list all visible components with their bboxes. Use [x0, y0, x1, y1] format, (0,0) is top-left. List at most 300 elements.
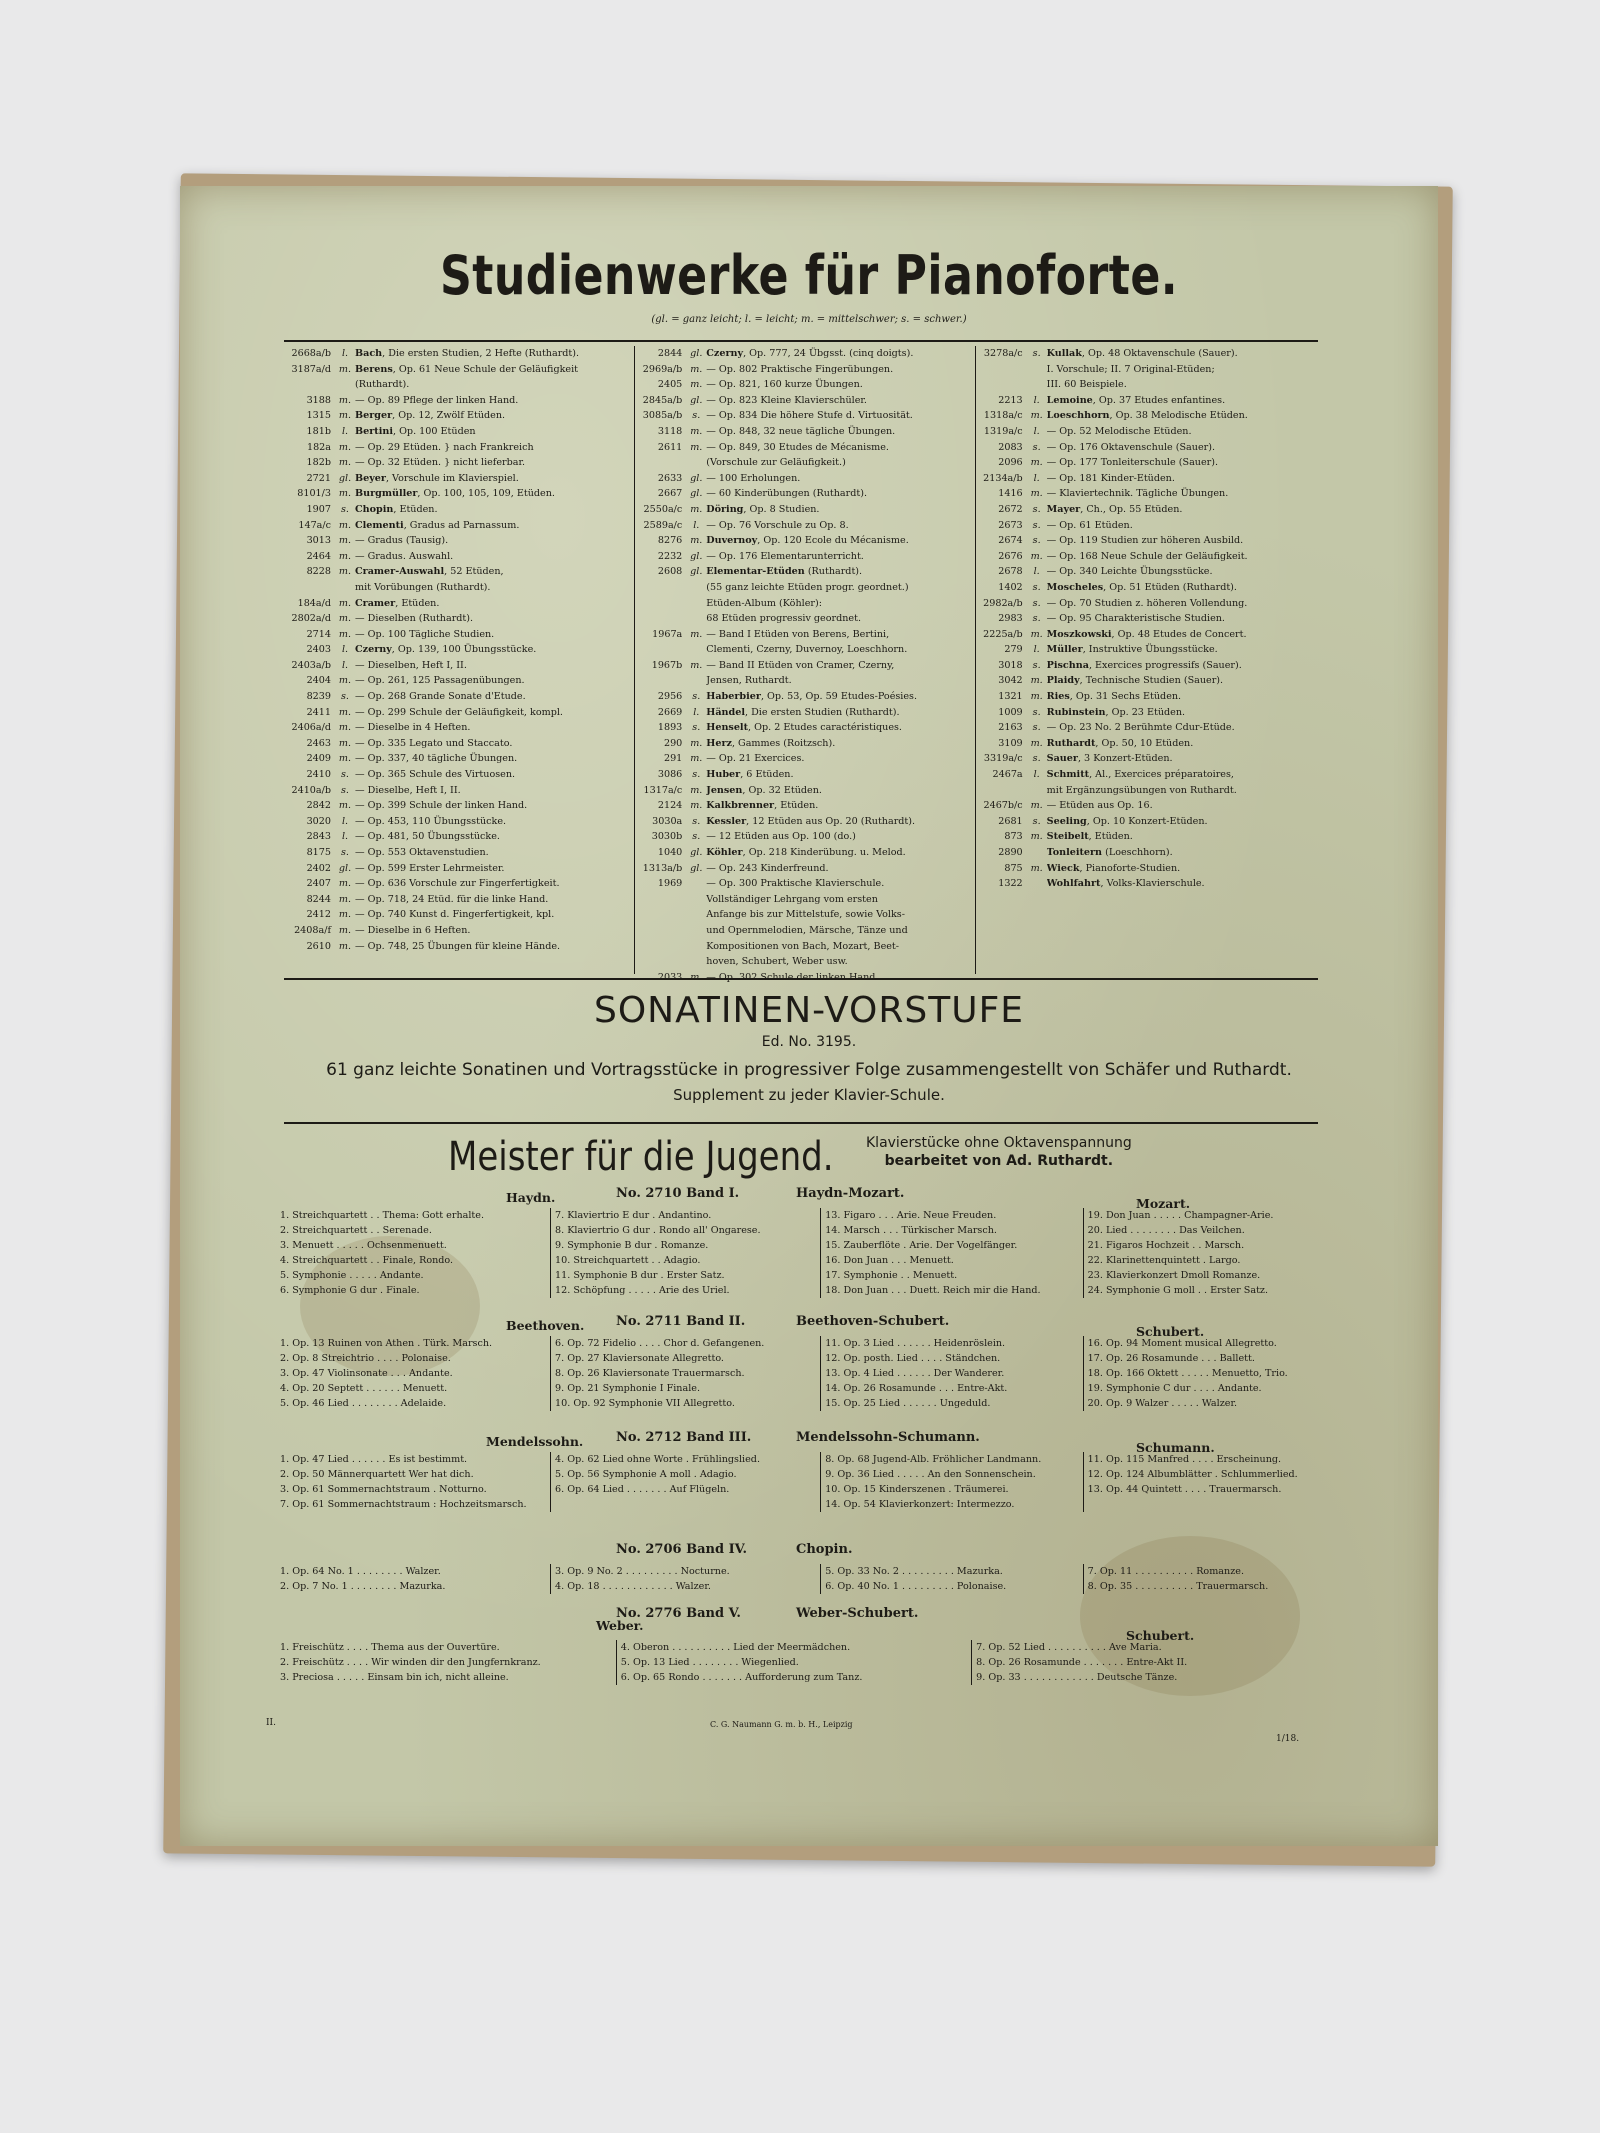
edition-number: 2890	[998, 847, 1023, 858]
pieces-column	[550, 1564, 820, 1594]
study-row	[979, 424, 1315, 440]
difficulty-grade: m.	[690, 971, 703, 983]
study-row	[638, 783, 971, 799]
piece-entry: 12. Op. posth. Lied . . . . Ständchen.	[825, 1353, 1001, 1364]
edition-number: 1321	[998, 691, 1023, 703]
edition-number: 2410a/b	[291, 784, 331, 796]
study-title: Schmitt, Al., Exercices préparatoires,	[1046, 769, 1234, 781]
piece-entry: 9. Op. 21 Symphonie I Finale.	[555, 1383, 700, 1394]
study-row	[638, 829, 971, 845]
edition-number	[638, 455, 686, 471]
edition-number: 2403	[306, 644, 331, 656]
study-title: Clementi, Gradus ad Parnassum.	[355, 519, 520, 531]
edition-number: 3187a/d	[291, 363, 331, 375]
edition-number	[638, 580, 686, 596]
difficulty-grade	[1027, 876, 1047, 892]
study-title: mit Vorübungen (Ruthardt).	[355, 581, 491, 593]
study-row	[287, 346, 631, 362]
pieces-column	[550, 1336, 820, 1411]
study-title: — Etüden aus Op. 16.	[1046, 800, 1153, 812]
edition-number: 3118	[657, 425, 683, 437]
difficulty-grade: m.	[1030, 675, 1043, 687]
difficulty-grade: m.	[338, 753, 352, 765]
band-header	[276, 1606, 1348, 1624]
composer-name: Weber.	[596, 1618, 644, 1633]
study-title: — Op. 119 Studien zur höheren Ausbild.	[1046, 535, 1244, 547]
edition-number: 2411	[306, 706, 331, 718]
piece-entry: 12. Schöpfung . . . . . Arie des Uriel.	[555, 1285, 730, 1296]
sonatinen-edition: Ed. No. 3195.	[761, 1034, 857, 1050]
footer-right: 1/18.	[1276, 1734, 1300, 1744]
study-row	[287, 736, 631, 752]
catalog-page	[180, 186, 1438, 1846]
composer-name: Moscheles	[1046, 581, 1104, 593]
difficulty-grade	[686, 673, 706, 689]
piece-entry: 23. Klavierkonzert Dmoll Romanze.	[1087, 1270, 1261, 1281]
study-title: I. Vorschule; II. 7 Original-Etüden;	[1046, 363, 1215, 375]
study-title: — Op. 261, 125 Passagenübungen.	[355, 675, 525, 687]
study-title: — Op. 243 Kinderfreund.	[706, 862, 829, 874]
study-title: — Dieselbe in 4 Heften.	[355, 722, 471, 734]
edition-number: 2844	[657, 348, 683, 359]
piece-entry: 6. Op. 64 Lied . . . . . . . Auf Flügeln.	[555, 1484, 730, 1495]
difficulty-grade: s.	[692, 815, 701, 827]
study-title: — Op. 599 Erster Lehrmeister.	[355, 862, 505, 874]
study-title: Berens, Op. 61 Neue Schule der Geläufigkeit	[355, 363, 579, 375]
difficulty-grade: m.	[338, 363, 352, 375]
composer-name: Döring	[706, 503, 744, 515]
piece-entry: 11. Op. 115 Manfred . . . . Erscheinung.	[1087, 1454, 1282, 1465]
piece-entry: 8. Op. 68 Jugend-Alb. Fröhlicher Landmann.	[825, 1454, 1042, 1465]
difficulty-grade	[686, 642, 706, 658]
study-row	[287, 362, 631, 378]
sonatinen-supplement: Supplement zu jeder Klavier-Schule.	[673, 1086, 945, 1104]
piece-entry: 18. Don Juan . . . Duett. Reich mir die Hand.	[825, 1285, 1041, 1296]
edition-number: 2611	[657, 441, 683, 453]
study-row	[979, 346, 1315, 362]
composer-name: Mozart.	[1136, 1196, 1191, 1211]
study-title: — Op. 23 No. 2 Berühmte Cdur-Etüde.	[1046, 722, 1235, 734]
study-row	[287, 549, 631, 565]
study-row	[638, 798, 971, 814]
piece-entry: 6. Op. 72 Fidelio . . . . Chor d. Gefangenen.	[555, 1338, 765, 1349]
composer-name: Händel	[706, 706, 745, 718]
study-title: Sauer, 3 Konzert-Etüden.	[1046, 753, 1173, 765]
difficulty-grade	[686, 596, 706, 612]
footer-publisher: C. G. Naumann G. m. b. H., Leipzig	[710, 1720, 853, 1729]
study-title: Czerny, Op. 777, 24 Übgsst. (cinq doigts).	[706, 348, 914, 359]
study-title: Seeling, Op. 10 Konzert-Etüden.	[1046, 815, 1208, 827]
study-row	[638, 549, 971, 565]
composer-name: Kessler	[706, 815, 747, 827]
composer-name: Seeling	[1046, 815, 1087, 827]
piece-entry: 1. Freischütz . . . . Thema aus der Ouvertüre.	[280, 1642, 500, 1653]
study-row	[287, 502, 631, 518]
study-row	[979, 455, 1315, 471]
difficulty-grade: gl.	[338, 472, 352, 484]
study-row	[638, 424, 971, 440]
piece-entry: 5. Symphonie . . . . . Andante.	[280, 1270, 424, 1281]
composer-name: Czerny	[706, 348, 744, 359]
difficulty-grade: l.	[341, 644, 349, 656]
study-row	[287, 611, 631, 627]
study-title: III. 60 Beispiele.	[1046, 379, 1127, 391]
composer-name: Köhler	[706, 847, 743, 858]
study-title: — Op. 100 Tägliche Studien.	[355, 628, 495, 640]
study-title: — Op. 335 Legato und Staccato.	[355, 737, 513, 749]
study-row	[638, 502, 971, 518]
band-header	[276, 1542, 1348, 1560]
difficulty-grade	[686, 907, 706, 923]
difficulty-grade: m.	[1030, 550, 1043, 562]
band-section	[276, 1430, 1348, 1512]
edition-number: 1315	[306, 410, 331, 422]
composer-name: Rubinstein	[1046, 706, 1106, 718]
study-title: Händel, Die ersten Studien (Ruthardt).	[706, 706, 900, 718]
piece-entry: 9. Op. 33 . . . . . . . . . . . . Deutsche Tänze.	[976, 1672, 1178, 1683]
difficulty-grade: s.	[1032, 597, 1041, 609]
composer-name: Berens	[355, 363, 393, 375]
edition-number	[638, 923, 686, 939]
edition-number: 2083	[998, 441, 1023, 453]
difficulty-grade: m.	[1030, 628, 1043, 640]
edition-number	[638, 611, 686, 627]
study-title: — Op. 177 Tonleiterschule (Sauer).	[1046, 457, 1219, 469]
edition-number: 1893	[657, 722, 683, 734]
difficulty-grade: s.	[692, 831, 701, 843]
edition-number: 3030a	[652, 815, 683, 827]
piece-entry: 4. Op. 62 Lied ohne Worte . Frühlingslied.	[555, 1454, 760, 1465]
composer-name: Schumann.	[1136, 1440, 1215, 1455]
edition-number: 3042	[998, 675, 1023, 687]
study-title: Müller, Instruktive Übungsstücke.	[1046, 644, 1218, 656]
pieces-column	[276, 1208, 550, 1298]
study-row	[979, 642, 1315, 658]
study-title: — Op. 399 Schule der linken Hand.	[355, 800, 528, 812]
piece-entry: 10. Op. 15 Kinderszenen . Träumerei.	[825, 1484, 1009, 1495]
piece-entry: 3. Op. 47 Violinsonate . . . Andante.	[280, 1368, 453, 1379]
study-row	[979, 362, 1315, 378]
edition-number: 8101/3	[297, 488, 331, 500]
piece-entry: 15. Op. 25 Lied . . . . . . Ungeduld.	[825, 1398, 991, 1409]
study-row	[979, 829, 1315, 845]
edition-number: 3188	[306, 394, 331, 406]
study-row	[287, 471, 631, 487]
study-row	[638, 346, 971, 362]
difficulty-grade	[335, 377, 355, 393]
difficulty-grade	[1027, 362, 1047, 378]
study-title: — Op. 95 Charakteristische Studien.	[1046, 613, 1225, 625]
study-row	[979, 814, 1315, 830]
edition-number: 2405	[657, 379, 683, 391]
edition-number: 2408a/f	[294, 924, 331, 936]
piece-entry: 11. Op. 3 Lied . . . . . . Heidenröslein.	[825, 1338, 1006, 1349]
difficulty-grade: m.	[1030, 457, 1043, 469]
pieces-column	[276, 1564, 550, 1594]
pieces-column	[1083, 1564, 1348, 1594]
composer-name: Elementar-Etüden	[706, 566, 805, 578]
study-row	[638, 954, 971, 970]
composer-name: Wohlfahrt	[1046, 878, 1101, 890]
study-title: — Op. 337, 40 tägliche Übungen.	[355, 753, 518, 765]
edition-number: 2845a/b	[642, 394, 683, 406]
study-row	[638, 596, 971, 612]
difficulty-grade: l.	[1033, 394, 1040, 406]
edition-number: 2404	[306, 675, 331, 687]
piece-entry: 4. Op. 20 Septett . . . . . . Menuett.	[280, 1383, 448, 1394]
study-row	[638, 814, 971, 830]
study-title: Huber, 6 Etüden.	[706, 769, 794, 781]
study-row	[287, 798, 631, 814]
study-row	[979, 486, 1315, 502]
section-rule	[284, 978, 1318, 980]
study-title: Vollständiger Lehrgang vom ersten	[706, 893, 878, 905]
difficulty-grade: m.	[690, 379, 703, 391]
study-title: Moszkowski, Op. 48 Etudes de Concert.	[1046, 628, 1247, 640]
piece-entry: 5. Op. 13 Lied . . . . . . . . Wiegenlied.	[620, 1657, 799, 1668]
meister-subtitle-line: bearbeitet von Ad. Ruthardt.	[884, 1153, 1114, 1169]
edition-number	[638, 907, 686, 923]
edition-number: 147a/c	[298, 519, 331, 531]
piece-entry: 7. Op. 52 Lied . . . . . . . . . . Ave Maria.	[976, 1642, 1162, 1653]
study-title: — Op. 453, 110 Übungsstücke.	[355, 815, 507, 827]
study-row	[287, 814, 631, 830]
study-title: Czerny, Op. 139, 100 Übungsstücke.	[355, 644, 537, 656]
study-row	[638, 845, 971, 861]
difficulty-grade: m.	[338, 706, 352, 718]
edition-number: 2673	[998, 519, 1023, 531]
edition-number	[638, 673, 686, 689]
band-section	[276, 1606, 1348, 1685]
studies-table	[284, 346, 1318, 983]
study-title: — Dieselbe in 6 Heften.	[355, 924, 471, 936]
study-row	[287, 907, 631, 923]
difficulty-grade: gl.	[690, 550, 703, 562]
difficulty-grade	[686, 455, 706, 471]
composer-name: Cramer-Auswahl	[355, 566, 445, 578]
edition-number: 2550a/c	[643, 503, 683, 515]
piece-entry: 1. Streichquartett . . Thema: Gott erhalte.	[280, 1210, 484, 1221]
study-title: Lemoine, Op. 37 Etudes enfantines.	[1046, 394, 1226, 406]
edition-number: 2163	[998, 722, 1023, 734]
edition-number: 2956	[657, 691, 683, 703]
study-title: — Op. 718, 24 Etüd. für die linke Hand.	[355, 893, 549, 905]
study-title: — 12 Etüden aus Op. 100 (do.)	[706, 831, 856, 843]
edition-number: 2721	[306, 472, 331, 484]
piece-entry: 5. Op. 46 Lied . . . . . . . . Adelaide.	[280, 1398, 447, 1409]
difficulty-grade: s.	[1032, 722, 1041, 734]
difficulty-grade: m.	[338, 394, 352, 406]
study-title: Pischna, Exercices progressifs (Sauer).	[1046, 659, 1242, 671]
difficulty-grade: l.	[341, 831, 349, 843]
difficulty-grade: m.	[338, 800, 352, 812]
band-pieces	[276, 1452, 1348, 1512]
composer-name: Müller	[1046, 644, 1083, 656]
composer-name: Beyer	[355, 472, 386, 484]
piece-entry: 15. Zauberflöte . Arie. Der Vogelfänger.	[825, 1240, 1018, 1251]
edition-number: 3086	[657, 769, 683, 781]
difficulty-grade	[1027, 377, 1047, 393]
band-composers: Haydn-Mozart.	[796, 1186, 905, 1201]
study-title: — Op. 300 Praktische Klavierschule.	[706, 878, 885, 890]
composer-name: Ries	[1046, 691, 1070, 703]
edition-number: 2467b/c	[983, 800, 1023, 812]
study-title: Kessler, 12 Etüden aus Op. 20 (Ruthardt).	[706, 815, 916, 827]
study-row	[638, 923, 971, 939]
difficulty-grade: m.	[690, 737, 703, 749]
study-row	[287, 673, 631, 689]
pieces-column	[550, 1208, 820, 1298]
edition-number	[979, 783, 1027, 799]
difficulty-grade: s.	[1032, 348, 1041, 359]
band-pieces	[276, 1208, 1348, 1298]
study-row	[638, 736, 971, 752]
study-title: — Op. 61 Etüden.	[1046, 519, 1133, 531]
study-row	[979, 767, 1315, 783]
pieces-column	[276, 1336, 550, 1411]
band-number: No. 2776 Band V.	[616, 1606, 741, 1621]
composer-name: Lemoine	[1046, 394, 1093, 406]
edition-number: 2403a/b	[291, 659, 331, 671]
composer-name: Schmitt	[1046, 769, 1090, 781]
study-title: — Op. 70 Studien z. höheren Vollendung.	[1046, 597, 1248, 609]
difficulty-grade: l.	[1033, 425, 1040, 437]
study-title: (Ruthardt).	[355, 379, 410, 391]
study-row	[287, 424, 631, 440]
study-row	[979, 627, 1315, 643]
difficulty-grade: l.	[341, 348, 349, 359]
difficulty-grade	[686, 611, 706, 627]
band-number: No. 2711 Band II.	[616, 1314, 746, 1329]
difficulty-grade: m.	[338, 457, 352, 469]
study-title: — Dieselbe, Heft I, II.	[355, 784, 461, 796]
piece-entry: 13. Op. 4 Lied . . . . . . Der Wanderer.	[825, 1368, 1005, 1379]
edition-number: 182a	[306, 441, 331, 453]
study-title: — Op. 176 Elementarunterricht.	[706, 550, 864, 562]
study-title: — Op. 299 Schule der Geläufigkeit, kompl.	[355, 706, 563, 718]
study-row	[638, 861, 971, 877]
piece-entry: 8. Klaviertrio G dur . Rondo all' Ongarese.	[555, 1225, 761, 1236]
study-row	[979, 611, 1315, 627]
composer-name: Duvernoy	[706, 535, 758, 547]
edition-number: 2213	[998, 394, 1023, 406]
difficulty-grade: m.	[338, 550, 352, 562]
study-row	[638, 580, 971, 596]
composer-name: Mendelssohn.	[486, 1434, 584, 1449]
study-row	[979, 549, 1315, 565]
piece-entry: 1. Op. 64 No. 1 . . . . . . . . Walzer.	[280, 1566, 441, 1577]
pieces-column	[1083, 1208, 1348, 1298]
study-title: Wieck, Pianoforte-Studien.	[1046, 862, 1181, 874]
difficulty-grade: m.	[1030, 862, 1043, 874]
study-title: — Op. 481, 50 Übungsstücke.	[355, 831, 500, 843]
piece-entry: 24. Symphonie G moll . . Erster Satz.	[1087, 1285, 1269, 1296]
difficulty-grade	[1027, 783, 1047, 799]
study-title: Wohlfahrt, Volks-Klavierschule.	[1046, 878, 1205, 890]
edition-number: 1319a/c	[983, 425, 1023, 437]
study-title: Rubinstein, Op. 23 Etüden.	[1046, 706, 1186, 718]
difficulty-grade: gl.	[690, 847, 703, 858]
study-title: Steibelt, Etüden.	[1046, 831, 1133, 843]
difficulty-grade	[686, 939, 706, 955]
difficulty-grade: m.	[338, 940, 352, 952]
edition-number: 1318a/c	[983, 410, 1023, 422]
study-title: Chopin, Etüden.	[355, 503, 438, 515]
section-rule	[284, 1122, 1318, 1124]
piece-entry: 2. Op. 8 Streichtrio . . . . Polonaise.	[280, 1353, 451, 1364]
study-row	[979, 596, 1315, 612]
difficulty-grade: m.	[1030, 800, 1043, 812]
study-title: Ruthardt, Op. 50, 10 Etüden.	[1046, 737, 1194, 749]
piece-entry: 13. Op. 44 Quintett . . . . Trauermarsch.	[1087, 1484, 1282, 1495]
edition-number: 1322	[998, 878, 1023, 890]
piece-entry: 12. Op. 124 Albumblätter . Schlummerlied.	[1087, 1469, 1298, 1480]
study-row	[638, 705, 971, 721]
study-row	[638, 876, 971, 892]
piece-entry: 9. Op. 36 Lied . . . . . An den Sonnenschein.	[825, 1469, 1036, 1480]
footer-left: II.	[266, 1718, 276, 1728]
composer-name: Schubert.	[1126, 1628, 1195, 1643]
difficulty-grade: l.	[341, 425, 349, 437]
study-title: Bach, Die ersten Studien, 2 Hefte (Ruthardt).	[355, 348, 580, 359]
study-title: (55 ganz leichte Etüden progr. geordnet.)	[706, 581, 909, 593]
composer-name: Herz	[706, 737, 732, 749]
piece-entry: 13. Figaro . . . Arie. Neue Freuden.	[825, 1210, 997, 1221]
study-title: Haberbier, Op. 53, Op. 59 Etudes-Poésies.	[706, 691, 918, 703]
band-number: No. 2712 Band III.	[616, 1430, 752, 1445]
study-row	[638, 564, 971, 580]
study-row	[287, 642, 631, 658]
edition-number: 2674	[998, 535, 1023, 547]
study-row	[979, 533, 1315, 549]
edition-number: 2608	[657, 566, 683, 578]
study-title: Beyer, Vorschule im Klavierspiel.	[355, 472, 519, 484]
edition-number: 2412	[306, 909, 331, 921]
difficulty-grade	[686, 892, 706, 908]
edition-number	[287, 580, 335, 596]
study-title: — Op. 834 Die höhere Stufe d. Virtuosität.	[706, 410, 913, 422]
edition-number: 1969	[657, 878, 683, 890]
edition-number: 1317a/c	[643, 784, 683, 796]
difficulty-grade: m.	[338, 675, 352, 687]
edition-number	[638, 954, 686, 970]
study-title: 68 Etüden progressiv geordnet.	[706, 613, 861, 625]
difficulty-grade: m.	[690, 628, 703, 640]
edition-number: 1416	[998, 488, 1023, 500]
edition-number: 1907	[306, 503, 331, 515]
study-row	[287, 580, 631, 596]
edition-number: 2463	[306, 737, 331, 749]
band-pieces	[276, 1564, 1348, 1594]
study-title: Plaidy, Technische Studien (Sauer).	[1046, 675, 1224, 687]
edition-number: 8239	[306, 691, 331, 703]
composer-name: Schubert.	[1136, 1324, 1205, 1339]
edition-number	[979, 377, 1027, 393]
edition-number: 182b	[306, 457, 331, 469]
edition-number: 1402	[998, 581, 1023, 593]
study-row	[287, 533, 631, 549]
band-number: No. 2706 Band IV.	[616, 1542, 747, 1557]
composer-name: Ruthardt	[1046, 737, 1096, 749]
study-row	[287, 751, 631, 767]
piece-entry: 17. Op. 26 Rosamunde . . . Ballett.	[1087, 1353, 1255, 1364]
study-row	[287, 393, 631, 409]
study-title: — Op. 21 Exercices.	[706, 753, 805, 765]
piece-entry: 8. Op. 35 . . . . . . . . . . Trauermarsch.	[1087, 1581, 1269, 1592]
edition-number: 2467a	[992, 769, 1023, 781]
piece-entry: 3. Op. 9 No. 2 . . . . . . . . . Nocturne.	[555, 1566, 730, 1577]
piece-entry: 7. Op. 27 Klaviersonate Allegretto.	[555, 1353, 724, 1364]
